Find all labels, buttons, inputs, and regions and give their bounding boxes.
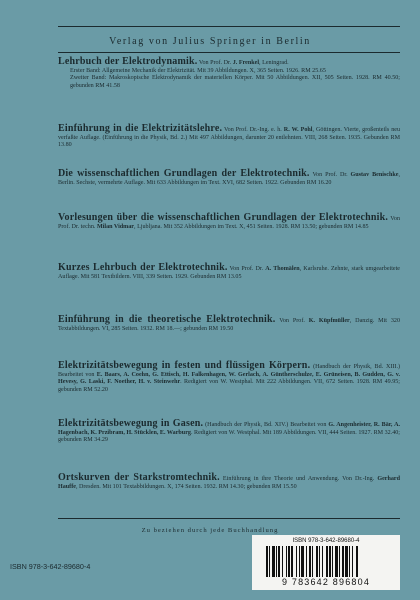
- book-author: E. Baars, A. Coehn, G. Ettisch, H. Falkenhagen, W. Gerlach, A. Güntherschulze, E. Grüneisen, B. Gudden, G. v. Hevesy, G. Laski, F. Noether, H. v. Steinwehr: [58, 371, 400, 386]
- book-author: R. W. Pohl: [283, 127, 313, 133]
- barcode-box: [252, 535, 400, 590]
- header-rule: [58, 52, 400, 53]
- footer-note: Zu beziehen durch jede Buchhandlung: [141, 527, 279, 534]
- book-author: Gustav Benischke: [350, 172, 399, 178]
- barcode-bar: [306, 546, 307, 577]
- publisher-header: Verlag von Julius Springer in Berlin: [109, 36, 311, 47]
- barcode-bar: [309, 546, 311, 577]
- barcode-isbn-label: ISBN 978-3-642-89680-4: [292, 538, 360, 544]
- book-title: Lehrbuch der Elektrodynamik.: [58, 56, 198, 67]
- barcode-bar: [286, 546, 287, 577]
- book-author: J. Frenkel: [232, 60, 260, 66]
- barcode-bar: [349, 546, 350, 577]
- book-author: G. Angenheister, R. Bär, A. Hagenbach, K. Przibram, H. Stücklen, E. Warburg: [58, 422, 400, 436]
- barcode-bar: [299, 546, 300, 577]
- book-title: Vorlesungen über die wissenschaftlichen Grundlagen der Elektrotechnik.: [58, 212, 389, 223]
- barcode-bar: [335, 546, 338, 577]
- book-entry: Einführung in die theoretische Elektrotechnik. Von Prof. K. Küpfmüller, Danzig. Mit 320 Textabbildungen. VI, 285 Seiten. 1932. RM 18.—; gebunden RM 19.50: [58, 314, 401, 332]
- barcode-bar: [278, 546, 280, 577]
- book-entry: Ortskurven der Starkstromtechnik. Einführung in ihre Theorie und Anwendung. Von Dr.-Ing. Gerhard Hauffe, Dresden. Mit 101 Textabbildungen. X, 174 Seiten. 1932. RM 14.30; gebunden RM 15.50: [58, 472, 401, 490]
- book-entry: Vorlesungen über die wissenschaftlichen Grundlagen der Elektrotechnik. Von Prof. Dr. techn. Milan Vidmar, Ljubljana. Mit 352 Abbildungen im Text. X, 451 Seiten. 1928. RM 13.50; gebunden RM 14.85: [58, 212, 400, 230]
- book-author: Gerhard Hauffe: [58, 476, 401, 490]
- barcode-bar: [345, 546, 348, 577]
- barcode-image: [266, 546, 386, 577]
- book-entry: Die wissenschaftlichen Grundlagen der Elektrotechnik. Von Prof. Dr. Gustav Benischke, Berlin. Sechste, vermehrte Auflage. Mit 633 Abbildungen im Text. XVI, 682 Seiten. 1922. Gebunden RM 16.20: [58, 168, 401, 186]
- barcode-bar: [266, 546, 268, 577]
- barcode-bar: [269, 546, 270, 577]
- book-title: Elektrizitätsbewegung in Gasen.: [58, 418, 204, 429]
- barcode-bar: [272, 546, 275, 577]
- barcode-bar: [329, 546, 331, 577]
- book-title: Einführung in die theoretische Elektrotechnik.: [58, 314, 276, 325]
- book-title: Elektrizitätsbewegung in festen und flüssigen Körpern.: [58, 360, 311, 371]
- book-entry: Kurzes Lehrbuch der Elektrotechnik. Von Prof. Dr. A. Thomälen, Karlsruhe. Zehnte, stark umgearbeitete Auflage. Mit 581 Textbildern. VIII, 339 Seiten. 1929. Gebunden RM 13.05: [58, 262, 401, 280]
- barcode-bar: [301, 546, 304, 577]
- barcode-bar: [319, 546, 320, 577]
- barcode-bar: [296, 546, 297, 577]
- barcode-bar: [276, 546, 277, 577]
- book-title: Kurzes Lehrbuch der Elektrotechnik.: [58, 262, 228, 273]
- book-entry: Elektrizitätsbewegung in Gasen. (Handbuch der Physik, Bd. XIV.) Bearbeitet von G. Angenheister, R. Bär, A. Hagenbach, K. Przibram, H. Stücklen, E. Warburg. Redigiert von W. Westphal. Mit 189 Abbildungen. VII, 444 Seiten. 1927. RM 32.40; gebunden RM 34.29: [58, 418, 400, 444]
- book-title: Ortskurven der Starkstromtechnik.: [58, 472, 220, 483]
- book-author: K. Küpfmüller: [308, 318, 350, 324]
- book-title: Die wissenschaftlichen Grundlagen der Elektrotechnik.: [58, 168, 310, 179]
- book-entry: Einführung in die Elektrizitätslehre. Von Prof. Dr.-Ing. e. h. R. W. Pohl, Göttingen. Vierte, großenteils neu verfaßte Auflage. (Einführung in die Physik, Bd. 2.) Mit 497 Abbildungen, darunter 20 entlehnten. VIII, 268 Seiten. 1935. Gebunden RM 13.80: [58, 123, 401, 149]
- barcode-bar: [352, 546, 353, 577]
- barcode-bar: [316, 546, 318, 577]
- barcode-bar: [356, 546, 358, 577]
- book-entry: Lehrbuch der Elektrodynamik. Von Prof. Dr. J. Frenkel, Leningrad. Erster Band: Allgemeine Mechanik der Elektrizität. Mit 39 Abbildungen. X, 365 Seiten. 1926. RM 25.65 Zweiter Band: Makroskopische Elektrodynamik der materiellen Körper. Mit 50 Abbildungen. XII, 505 Seiten. 1928. RM 40.50; gebunden RM 41.58: [58, 56, 400, 89]
- barcode-bar: [312, 546, 313, 577]
- book-author: Milan Vidmar: [96, 223, 135, 230]
- isbn-text: ISBN 978-3-642-89680-4: [10, 562, 91, 571]
- barcode-number: 9 783642 896804: [281, 577, 371, 587]
- barcode-bar: [291, 546, 293, 577]
- book-entry: Elektrizitätsbewegung in festen und flüssigen Körpern. (Handbuch der Physik, Bd. XIII.) Bearbeitet von E. Baars, A. Coehn, G. Ettisch, H. Falkenhagen, W. Gerlach, A. Güntherschulze, E. Grüneisen, B. Gudden, G. v. Hevesy, G. Laski, F. Noether, H. v. Steinwehr. Redigiert von W. Westphal. Mit 222 Abbildungen. VII, 672 Seiten. 1928. RM 49.95; gebunden RM 52.20: [58, 360, 401, 393]
- barcode-bar: [339, 546, 340, 577]
- barcode-bar: [288, 546, 290, 577]
- top-rule: [58, 26, 400, 27]
- book-author: A. Thomälen: [265, 266, 300, 272]
- barcode-bar: [282, 546, 283, 577]
- barcode-bar: [322, 546, 323, 577]
- barcode-bar: [332, 546, 333, 577]
- barcode-bar: [326, 546, 328, 577]
- barcode-bar: [342, 546, 344, 577]
- book-title: Einführung in die Elektrizitätslehre.: [58, 123, 223, 134]
- footer-rule: [58, 518, 400, 519]
